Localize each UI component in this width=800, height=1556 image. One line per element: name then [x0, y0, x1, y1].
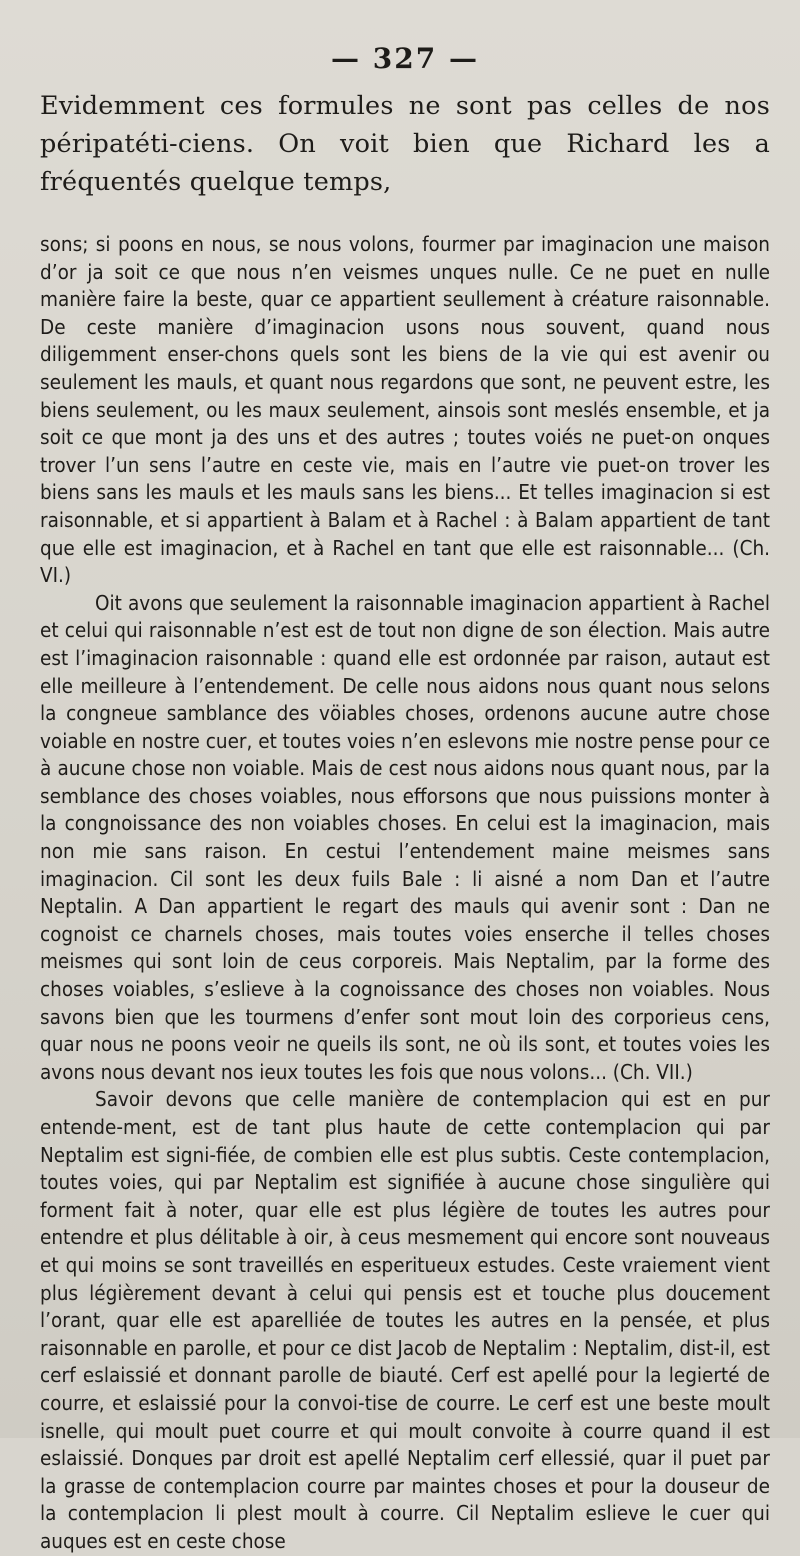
intro-paragraph: Evidemment ces formules ne sont pas celles de nos péripatéti-ciens. On voit bien que Richard les a fréquentés quelque temps, — [40, 91, 770, 197]
quote-paragraph-3: Savoir devons que celle manière de contemplacion qui est en pur entende-ment, est de tant plus haute de cette contemplacion qui par Neptalim est signi-fiée, de combien elle est plus subtis. Ceste contemplacion, toutes voies, qui par Neptalim est signifiée à aucune chose singulière qui forment fait à noter, quar elle est plus légière de toutes les autres pour entendre et plus délitable à oir, à ceus mesmement qui encore sont nouveaus et qui moins se sont traveillés en esperitueux estudes. Ceste vraiement vient plus légièrement devant à celui qui pensis est et touche plus doucement l’orant, quar elle est aparelliée de toutes les autres en la pensée, et plus raisonnable en parolle, et pour ce dist Jacob de Neptalim : Neptalim, dist-il, est cerf eslaissié et donnant parolle de biauté. Cerf est apellé pour la legierté de courre, et eslaissié pour la convoi-tise de courre. Le cerf est une beste moult isnelle, qui moult puet courre et qui moult convoite à courre quand il est eslaissié. Donques par droit est apellé Neptalim cerf ellessié, quar il puet par la grasse de contemplacion courre par maintes choses et pour la douseur de la contemplacion li plest moult à courre. Cil Neptalim eslieve le cuer qui auques est en ceste chose — [40, 1087, 770, 1553]
quote-paragraph-1: sons; si poons en nous, se nous volons, fourmer par imaginacion une maison d’or ja soit ce que nous n’en veismes unques nulle. Ce ne puet en nulle manière faire la beste, quar ce appartient seullement à créature raisonnable. De ceste manière d’imaginacion usons nous souvent, quand nous diligemment enser-chons quels sont les biens de la vie qui est avenir ou seulement les mauls, et quant nous regardons que sont, ne peuvent estre, les biens seulement, ou les maux seulement, ainsois sont meslés ensemble, et ja soit ce que mont ja des uns et des autres ; toutes voiés ne puet-on onques trover l’un sens l’autre en ceste vie, mais en l’autre vie puet-on trover les biens sans les mauls et les mauls sans les biens... Et telles imaginacion si est raisonnable, et si appartient à Balam et à Rachel : à Balam appartient de tant que elle est imaginacion, et à Rachel en tant que elle est raisonnable... (Ch. VI.) — [40, 232, 770, 588]
quoted-text-block — [40, 231, 770, 1556]
quote-paragraph-2: Oit avons que seulement la raisonnable imaginacion appartient à Rachel et celui qui raisonnable n’est est de tout non digne de son élection. Mais autre est l’imaginacion raisonnable : quand elle est ordonnée par raison, autaut est elle meilleure à l’entendement. De celle nous aidons nous quant nous selons la congneue samblance des vöiables choses, ordenons aucune autre chose voiable en nostre cuer, et toutes voies n’en eslevons mie nostre pense pour ce à aucune chose non voiable. Mais de cest nous aidons nous quant nous, par la semblance des choses voiables, nous efforsons que nous puissions monter à la congnoissance des non voiables choses. En celui est la imaginacion, mais non mie sans raison. En cestui l’entendement maine meismes sans imaginacion. Cil sont les deux fuils Bale : li aisné a nom Dan et l’autre Neptalin. A Dan appartient le regart des mauls qui avenir sont : Dan ne cognoist ce charnels choses, mais toutes voies enserche il telles choses meismes qui sont loin de ceus corporeis. Mais Neptalim, par la forme des choses voiables, s’eslieve à la cognoissance des choses non voiables. Nous savons bien que les tourmens d’enfer sont mout loin des corporieus cens, quar nous ne poons veoir ne queils ils sont, ne où ils sont, et toutes voies les avons nous devant nos ieux toutes les fois que nous volons... (Ch. VII.) — [40, 590, 770, 1084]
page-number: — 327 — — [331, 42, 479, 75]
